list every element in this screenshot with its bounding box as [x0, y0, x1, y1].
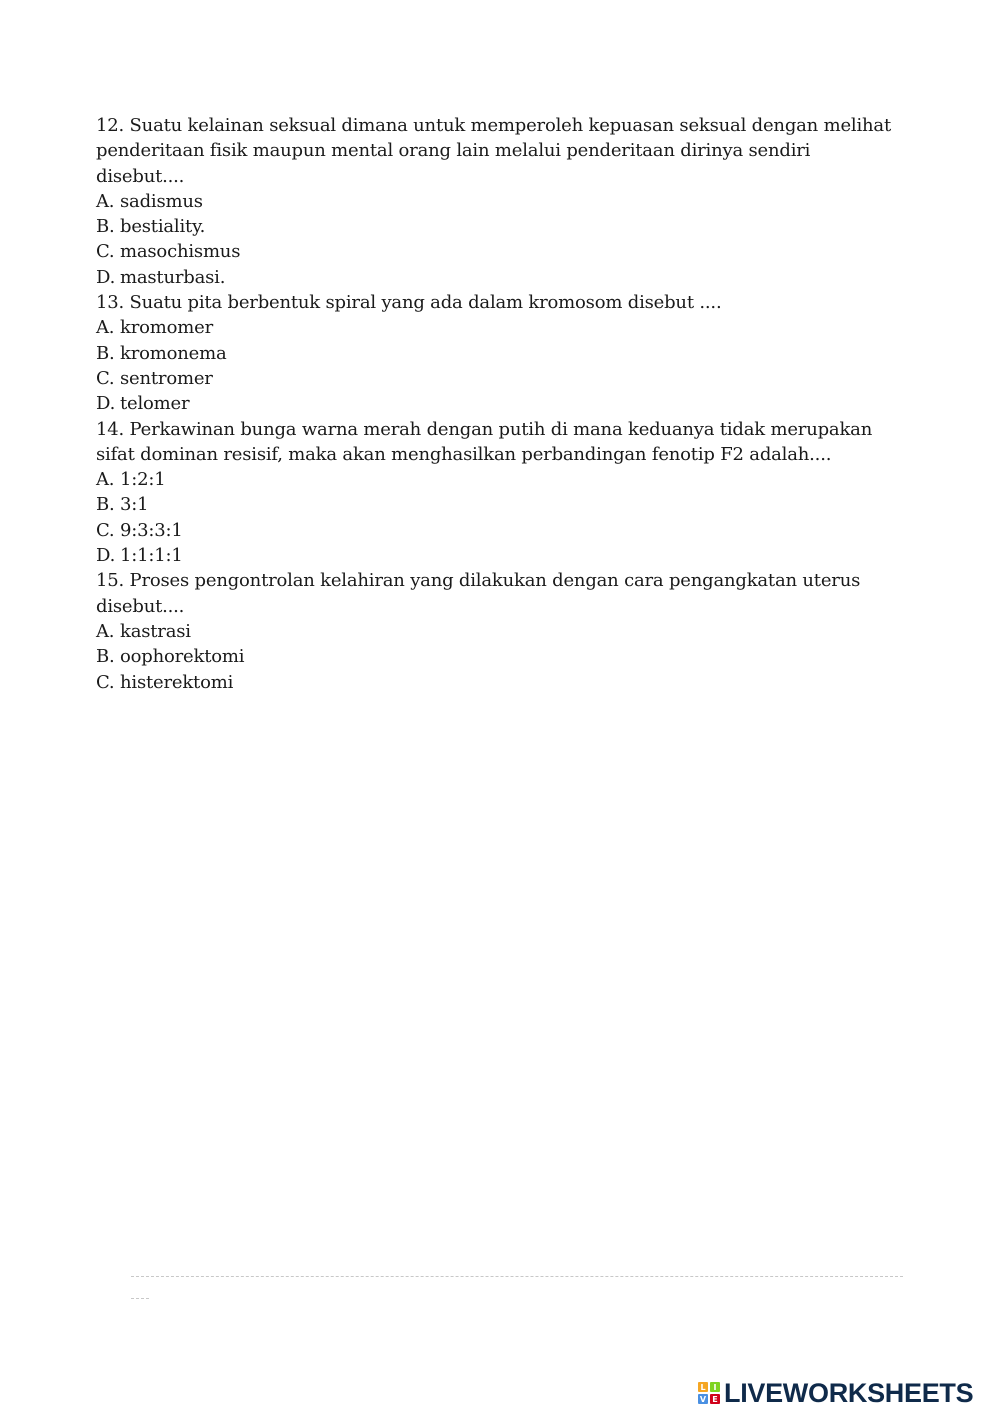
option-letter: B. — [96, 494, 115, 516]
question-stem: 15. Proses pengontrolan kelahiran yang dilakukan dengan cara pengangkatan uterus disebut.... — [96, 570, 861, 617]
option-text: sentromer — [120, 367, 213, 389]
logo-icon — [698, 1382, 720, 1404]
worksheet-content — [96, 113, 896, 695]
question-stem: 13. Suatu pita berbentuk spiral yang ada dalam kromosom disebut .... — [96, 292, 722, 314]
option-b[interactable] — [96, 214, 896, 239]
logo-cell-i: I — [710, 1382, 720, 1392]
option-a[interactable] — [96, 619, 896, 644]
liveworksheets-logo — [698, 1375, 973, 1411]
question-12 — [96, 113, 896, 290]
option-text: 1:2:1 — [120, 469, 166, 491]
option-letter: A. — [96, 469, 115, 491]
option-text: sadismus — [120, 190, 203, 212]
logo-cell-l: L — [698, 1382, 708, 1392]
option-a[interactable] — [96, 315, 896, 340]
option-d[interactable] — [96, 543, 896, 568]
option-a[interactable] — [96, 189, 896, 214]
option-letter: C. — [96, 367, 115, 389]
question-13 — [96, 290, 896, 416]
option-letter: A. — [96, 620, 115, 642]
option-c[interactable] — [96, 670, 896, 695]
option-letter: B. — [96, 216, 115, 238]
dashed-divider-short — [131, 1298, 149, 1299]
option-letter: C. — [96, 671, 115, 693]
option-b[interactable] — [96, 644, 896, 669]
question-15 — [96, 568, 896, 694]
question-14 — [96, 417, 896, 569]
option-text: masturbasi. — [120, 266, 226, 288]
logo-cell-v: V — [699, 1394, 707, 1404]
option-text: 1:1:1:1 — [120, 545, 183, 567]
option-b[interactable] — [96, 341, 896, 366]
option-text: kastrasi — [120, 620, 191, 642]
option-letter: D. — [96, 266, 116, 288]
question-stem: 14. Perkawinan bunga warna merah dengan putih di mana keduanya tidak merupakan sifat dominan resisif, maka akan menghasilkan perbandingan fenotip F2 adalah.... — [96, 418, 873, 465]
option-text: kromomer — [120, 317, 213, 339]
option-text: 9:3:3:1 — [120, 519, 183, 541]
option-text: 3:1 — [120, 494, 149, 516]
dashed-divider — [131, 1276, 903, 1277]
option-c[interactable] — [96, 518, 896, 543]
option-a[interactable] — [96, 467, 896, 492]
option-letter: B. — [96, 646, 115, 668]
option-b[interactable] — [96, 492, 896, 517]
option-d[interactable] — [96, 391, 896, 416]
option-text: histerektomi — [120, 671, 234, 693]
option-text: bestiality. — [120, 216, 206, 238]
option-text: kromonema — [120, 342, 227, 364]
option-text: oophorektomi — [120, 646, 245, 668]
option-letter: C. — [96, 519, 115, 541]
option-letter: A. — [96, 190, 115, 212]
option-letter: A. — [96, 317, 115, 339]
option-letter: D. — [96, 545, 116, 567]
option-c[interactable] — [96, 239, 896, 264]
option-d[interactable] — [96, 265, 896, 290]
option-letter: B. — [96, 342, 115, 364]
option-c[interactable] — [96, 366, 896, 391]
logo-text: LIVEWORKSHEETS — [724, 1377, 974, 1408]
option-letter: D. — [96, 393, 116, 415]
option-letter: C. — [96, 241, 115, 263]
option-text: telomer — [120, 393, 190, 415]
option-text: masochismus — [120, 241, 241, 263]
question-stem: 12. Suatu kelainan seksual dimana untuk memperoleh kepuasan seksual dengan melihat penderitaan fisik maupun mental orang lain melalui penderitaan dirinya sendiri disebut.... — [96, 115, 891, 187]
logo-cell-e: E — [710, 1394, 720, 1404]
